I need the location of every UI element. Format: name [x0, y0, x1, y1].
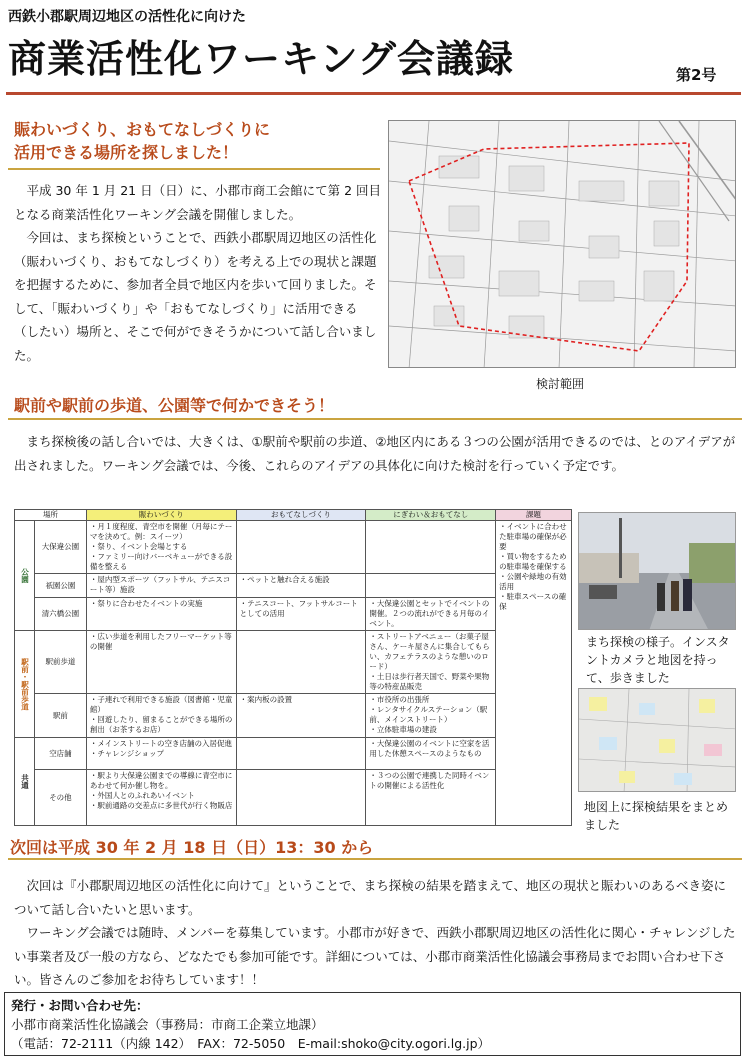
next-meeting-paragraph2: ワーキング会議では随時、メンバーを募集しています。小郡市が好きで、西鉄小郡駅周辺地区の活性化に関心・チャレンジしたい事業者及び一般の方なら、どなたでも参加可能です。詳細については、小郡市商業活性化協議会事務局までお問い合わせ下さい。皆さんのご参加をお待ちしています！！: [14, 925, 736, 987]
row-both: [366, 770, 496, 826]
list-item: ・ ファミリー向けバーベキューができる設備を整える: [90, 552, 233, 572]
contact-heading: 発行・お問い合わせ先：: [11, 998, 149, 1013]
list-item: ・ 駅前通路の交差点に多世代が行く物販店: [90, 801, 233, 811]
list-item: ・ 土日は歩行者天国で、野菜や果物等の特産品販売: [369, 672, 492, 692]
table-row: [15, 598, 572, 631]
row-nigiwai: [86, 770, 236, 826]
list-item: ・ 祭り、イベント会場とする: [90, 542, 233, 552]
section1-paragraph1: 平成 30 年 1 月 21 日（日）に、小郡市商工会館にて第 2 回目となる商業活性化ワーキング会議を開催しました。: [14, 183, 382, 222]
map-results-image: [579, 689, 736, 792]
row-both: [366, 631, 496, 694]
row-omotenashi: [236, 770, 366, 826]
row-place: 空店舗: [34, 738, 86, 770]
row-place: 祇園公園: [34, 574, 86, 598]
map-caption: 検討範囲: [536, 377, 585, 391]
row-nigiwai: [86, 521, 236, 574]
table-row: [15, 631, 572, 694]
list-item: ・ 祭りに合わせたイベントの実施: [90, 599, 233, 609]
list-item: ・ 回遊したり、留まることができる場所の創出（お茶するお店）: [90, 715, 233, 735]
row-omotenashi: [236, 631, 366, 694]
col-header-nigiwai: 賑わいづくり: [86, 510, 236, 521]
row-omotenashi: [236, 598, 366, 631]
row-omotenashi: [236, 574, 366, 598]
list-item: ・ 子連れで利用できる施設（図書館・児童館）: [90, 695, 233, 715]
list-item: ・ レンタサイクルステーション（駅前、メインストリート）: [369, 705, 492, 725]
group-park: 公園: [15, 521, 35, 631]
section1-heading-line2: 活用できる場所を探しました！: [14, 143, 239, 162]
list-item: ・ 外国人とのふれあいイベント: [90, 791, 233, 801]
list-item: ・ 広い歩道を利用したフリーマーケット等の開催: [90, 632, 233, 652]
row-nigiwai: [86, 598, 236, 631]
row-both: [366, 521, 496, 574]
list-item: ・ 月１度程度、青空市を開催（月毎にテーマを決めて。例：スイーツ）: [90, 522, 233, 542]
row-omotenashi: [236, 694, 366, 738]
table-row: [15, 738, 572, 770]
row-nigiwai: [86, 738, 236, 770]
map-illustration: [389, 121, 736, 368]
table-row: [15, 521, 572, 574]
row-nigiwai: [86, 694, 236, 738]
list-item: ・ 大保違公園のイベントに空家を活用した休憩スペースのようなもの: [369, 739, 492, 759]
contact-details: （電話：72-2111（内線 142） FAX：72-5050 E-mail:shoko@city.ogori.lg.jp）: [11, 1036, 491, 1051]
contact-org: 小郡市商業活性化協議会（事務局：市商工企業立地課）: [11, 1017, 324, 1032]
row-nigiwai: [86, 574, 236, 598]
list-item: ・ 市役所の出張所: [369, 695, 492, 705]
table-row: [15, 770, 572, 826]
table-row: [15, 574, 572, 598]
next-meeting-paragraph1: 次回は『小郡駅周辺地区の活性化に向けて』ということで、まち探検の結果を踏まえて、地区の現状と賑わいのあるべき姿について話し合いたいと思います。: [14, 878, 727, 917]
walk-photo-image: [579, 513, 736, 630]
study-area-map: [388, 120, 736, 368]
table-row: [15, 694, 572, 738]
title-divider: [6, 92, 741, 95]
list-item: ・ イベントに合わせた駐車場の確保が必要: [499, 522, 568, 552]
section2-body: [14, 430, 736, 477]
next-meeting-body: [14, 874, 736, 992]
row-place: 駅前歩道: [34, 631, 86, 694]
col-header-both: にぎわい＆おもてなし: [366, 510, 496, 521]
ideas-table: [14, 509, 572, 826]
col-header-omotenashi: おもてなしづくり: [236, 510, 366, 521]
map-results-caption: 地図上に探検結果をまとめました: [584, 800, 729, 832]
map-results-photo: [578, 688, 736, 792]
list-item: ・ ストリートアベニュー（お菓子屋さん、ケーキ屋さんに集合してもらい、カフェテラスのような憩いのロード）: [369, 632, 492, 672]
list-item: ・ 駐車スペースの確保: [499, 592, 568, 612]
row-place: 駅前: [34, 694, 86, 738]
list-item: ・ メインストリートの空き店舗の入居促進: [90, 739, 233, 749]
walk-photo-caption: まち探検の様子。インスタントカメラと地図を持って、歩きました: [586, 635, 730, 685]
row-omotenashi: [236, 738, 366, 770]
group-station: 駅前・駅前歩道: [15, 631, 35, 738]
contact-box: [4, 992, 741, 1056]
row-place: 清六橋公園: [34, 598, 86, 631]
header-kicker: 西鉄小郡駅周辺地区の活性化に向けた: [8, 9, 246, 25]
next-meeting-heading: 次回は平成 30 年 2 月 18 日（日）13：30 から: [10, 838, 374, 857]
row-both: [366, 598, 496, 631]
section1-heading: [14, 118, 270, 164]
section1-paragraph2: 今回は、まち探検ということで、西鉄小郡駅周辺地区の活性化（賑わいづくり、おもてなしづくり）を考える上での現状と課題を把握するために、参加者全員で地区内を歩いて回りました。そして、「賑わいづくり」や「おもてなしづくり」に活用できる（したい）場所と、そこで何ができそうかについて話し合いました。: [14, 230, 377, 363]
page-title: 商業活性化ワーキング会議録: [8, 37, 514, 81]
list-item: ・ 案内板の設置: [240, 695, 363, 705]
row-place: その他: [34, 770, 86, 826]
row-both: [366, 574, 496, 598]
section2-heading: 駅前や駅前の歩道、公園等で何かできそう！: [14, 396, 335, 415]
list-item: ・ ペットと触れ合える施設: [240, 575, 363, 585]
col-header-place: 場所: [15, 510, 87, 521]
section2-paragraph: まち探検後の話し合いでは、大きくは、①駅前や駅前の歩道、②地区内にある３つの公園が活用できるのでは、とのアイデアが出されました。ワーキング会議では、今後、これらのアイデアの具体化に向けた検討を行っていく予定です。: [14, 434, 736, 473]
issues-cell: [496, 521, 572, 826]
list-item: ・ 駅より大保違公園までの導線に青空市にあわせて何か催し物を。: [90, 771, 233, 791]
row-both: [366, 738, 496, 770]
walk-photo: [578, 512, 736, 630]
list-item: ・ 立体駐車場の建設: [369, 725, 492, 735]
col-header-issues: 課題: [496, 510, 572, 521]
list-item: ・ チャレンジショップ: [90, 749, 233, 759]
section1-divider: [8, 168, 380, 170]
row-nigiwai: [86, 631, 236, 694]
list-item: ・ 買い物をするための駐車場を確保する: [499, 552, 568, 572]
issue-number: 第2号: [676, 66, 717, 84]
table-header-row: [15, 510, 572, 521]
section1-body: [14, 179, 382, 367]
row-both: [366, 694, 496, 738]
list-item: ・ テニスコート、フットサルコートとしての活用: [240, 599, 363, 619]
row-omotenashi: [236, 521, 366, 574]
section2-divider: [8, 418, 742, 420]
group-common: 共通: [15, 738, 35, 826]
list-item: ・ ３つの公園で連携した同時イベントの開催による活性化: [369, 771, 492, 791]
section1-heading-line1: 賑わいづくり、おもてなしづくりに: [14, 120, 271, 139]
list-item: ・ 大保違公園とセットでイベントの開催。２つの流れができる月毎のイベント。: [369, 599, 492, 629]
row-place: 大保違公園: [34, 521, 86, 574]
list-item: ・ 公園や緑地の有効活用: [499, 572, 568, 592]
next-meeting-divider: [8, 858, 742, 860]
list-item: ・ 屋内型スポーツ（フットサル、テニスコート等）施設: [90, 575, 233, 595]
